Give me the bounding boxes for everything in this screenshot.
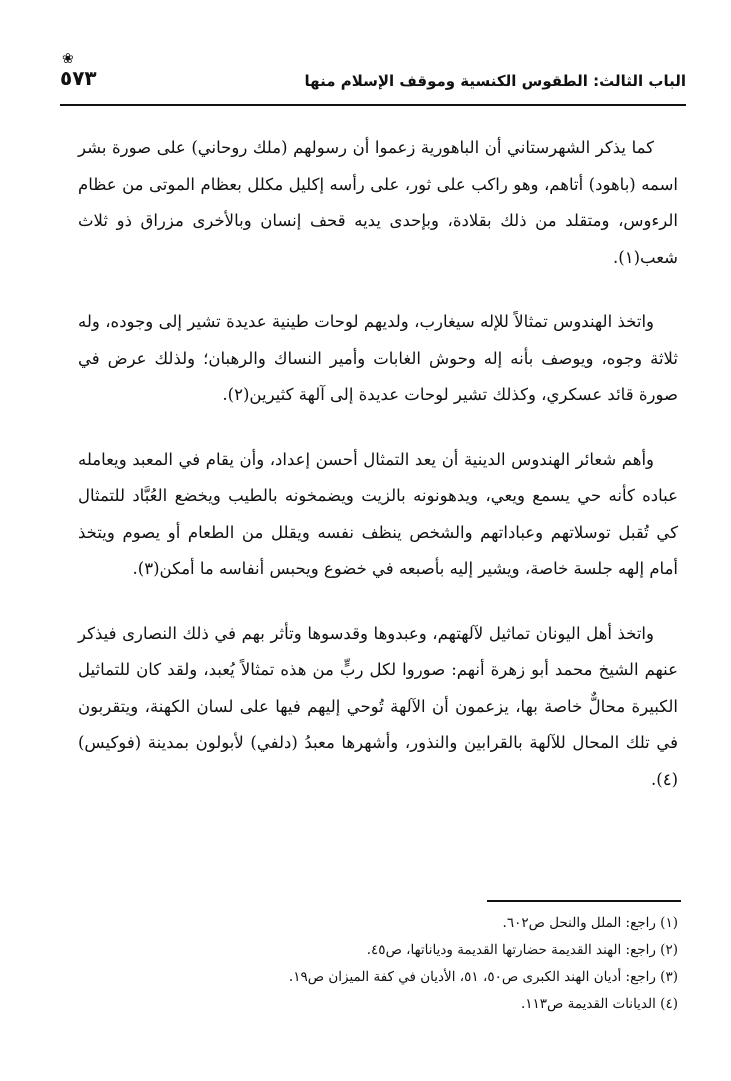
page-number-ornament-icon: ❀ — [62, 51, 74, 67]
paragraph: كما يذكر الشهرستاني أن الباهورية زعموا أن رسولهم (ملك روحاني) على صورة بشر اسمه (باهود) أتاهم، وهو راكب على ثور، على رأسه إكليل مكلل بعظام الموتى من عظام الرءوس، ومتقلد من ذلك بقلادة، وبإحدى يديه قحف إنسان وبالأخرى مزراق ذو ثلاث شعب(١). — [78, 138, 678, 267]
page-number: ٥٧٣ — [60, 66, 97, 90]
paragraph: واتخذ الهندوس تمثالاً للإله سيغارب، ولديهم لوحات طينية عديدة تشير إلى وجوده، وله ثلاثة وجوه، ويوصف بأنه إله وحوش الغابات وأمير النساك والرهبان؛ ولذلك عرض في صورة قائد عسكري، وكذلك تشير لوحات عديدة إلى آلهة كثيرين(٢). — [78, 312, 678, 404]
footnote: (٤) الديانات القديمة ص١١٣. — [520, 996, 678, 1012]
header-divider — [60, 104, 686, 106]
footnote: (٣) راجع: أديان الهند الكبرى ص٥٠، ٥١، الأديان في كفة الميزان ص١٩. — [288, 969, 678, 985]
chapter-title: الباب الثالث: الطقوس الكنسية وموقف الإسلام منها — [304, 72, 686, 90]
footnote-divider — [487, 900, 681, 902]
paragraph: وأهم شعائر الهندوس الدينية أن يعد التمثال أحسن إعداد، وأن يقام في المعبد ويعامله عباده كأنه حي يسمع ويعي، ويدهونونه بالزيت ويضمخونه بالطيب ويخضع العُبَّاد للتمثال كي تُقبل توسلاتهم وعباداتهم والشخص ينظف نفسه ويقلل من الطعام أو يصوم ويتخذ أمام إلهه جلسة خاصة، ويشير إليه بأصبعه في خضوع ويحبس أنفاسه ما أمكن(٣). — [78, 449, 678, 578]
footnote: (١) راجع: الملل والنحل ص٦٠٢. — [502, 915, 678, 931]
footnote: (٢) راجع: الهند القديمة حضارتها القديمة ودياناتها، ص٤٥. — [366, 942, 678, 958]
paragraph: واتخذ أهل اليونان تماثيل لآلهتهم، وعبدوها وقدسوها وتأثر بهم في ذلك النصارى فيذكر عنهم الشيخ محمد أبو زهرة أنهم: صوروا لكل ربٍّ من هذه تمثالاً يُعبد، ولقد كان للتماثيل الكبيرة محالٌّ خاصة بها، يزعمون أن الآلهة تُوحي إليهم فيها على لسان الكهنة، ويتقربون في تلك المحال للآلهة بالقرابين والنذور، وأشهرها معبدُ (دلفي) لأبولون بمدينة (فوكيس)(٤). — [78, 623, 678, 789]
running-header — [60, 51, 686, 100]
main-text — [78, 130, 678, 798]
footnotes — [78, 910, 678, 1018]
